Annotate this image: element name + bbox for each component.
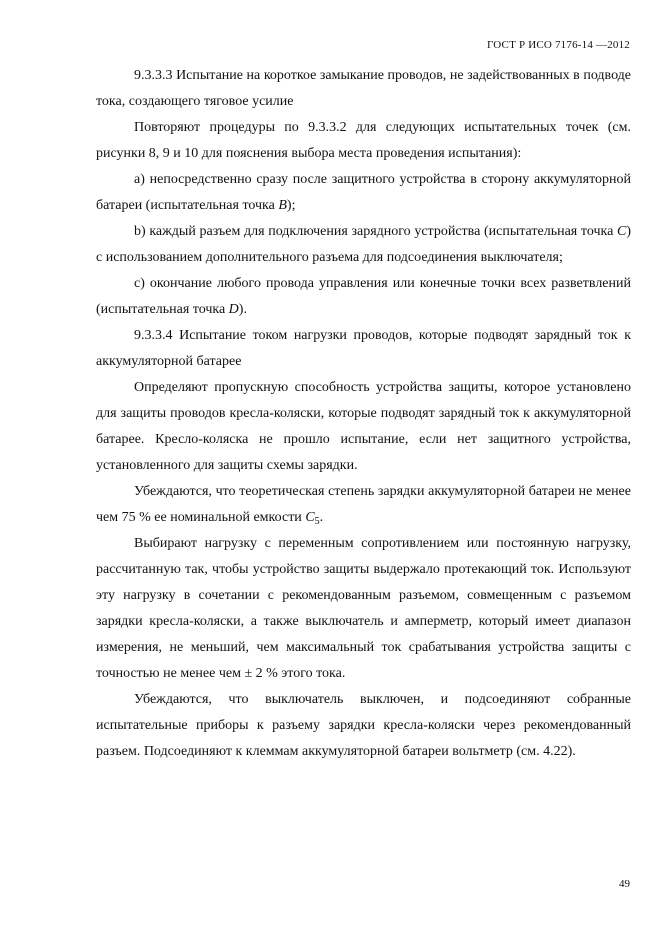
document-body [96,63,631,765]
list-item-a [96,167,631,219]
test-point-c: C [616,224,627,239]
document-header: ГОСТ Р ИСО 7176-14 —2012 [486,39,630,51]
list-item-a-text: а) непосредственно сразу после защитного устройства в сторону аккумуляторной батареи (испытательная точка [96,172,631,213]
test-point-d: D [228,302,239,317]
list-item-b [96,219,631,271]
test-point-b: B [278,198,287,213]
paragraph-battery-charge [96,479,631,531]
list-item-b-text: b) каждый разъем для подключения зарядного устройства (испытательная точка [134,224,617,239]
list-item-c-text: c) окончание любого провода управления или конечные точки всех разветвлений (испытательная точка [96,276,631,317]
section-9-3-3-3-heading: 9.3.3.3 Испытание на короткое замыкание проводов, не задействованных в подводе тока, создающего тяговое усилие [96,68,631,109]
section-9-3-3-4-heading: 9.3.3.4 Испытание током нагрузки проводов, которые подводят зарядный ток к аккумуляторной батарее [96,328,631,369]
page-number: 49 [619,878,630,890]
paragraph-protection-capacity: Определяют пропускную способность устройства защиты, которое установлено для защиты проводов кресла-коляски, которые подводят зарядный ток к аккумуляторной батарее. Кресло-коляска не прошло испытание, если нет защитного устройства, установленного для защиты схемы зарядки. [96,380,631,473]
list-item-c-end: ). [238,302,247,317]
list-item-b-end: ) с использованием дополнительного разъема для подсоединения выключателя; [96,224,631,265]
list-item-a-end: ); [286,198,296,213]
capacity-subscript: 5 [314,516,320,527]
battery-charge-text: Убеждаются, что теоретическая степень зарядки аккумуляторной батареи не менее чем 75 % ее номинальной емкости [96,484,631,525]
paragraph-connection: Убеждаются, что выключатель выключен, и подсоединяют собранные испытательные приборы к разъему зарядки кресла-коляски через рекомендованный разъем. Подсоединяют к клеммам аккумуляторной батареи вольтметр (см. 4.22). [96,692,631,759]
paragraph-load-selection: Выбирают нагрузку с переменным сопротивлением или постоянную нагрузку, рассчитанную так, чтобы устройство защиты выдержало протекающий ток. Используют эту нагрузку в сочетании с рекомендованным разъемом, совмещенным с разъемом зарядки кресла-коляски, а также выключатель и амперметр, который имеет диапазон измерения, не меньший, чем максимальный ток срабатывания устройства защиты с точностью не менее чем ± 2 % этого тока. [96,536,631,681]
paragraph-test-points-intro: Повторяют процедуры по 9.3.3.2 для следующих испытательных точек (см. рисунки 8, 9 и 10 для пояснения выбора места проведения испытания): [96,120,631,161]
list-item-c [96,271,631,323]
battery-charge-end: . [319,510,324,525]
capacity-symbol: C [305,510,315,525]
